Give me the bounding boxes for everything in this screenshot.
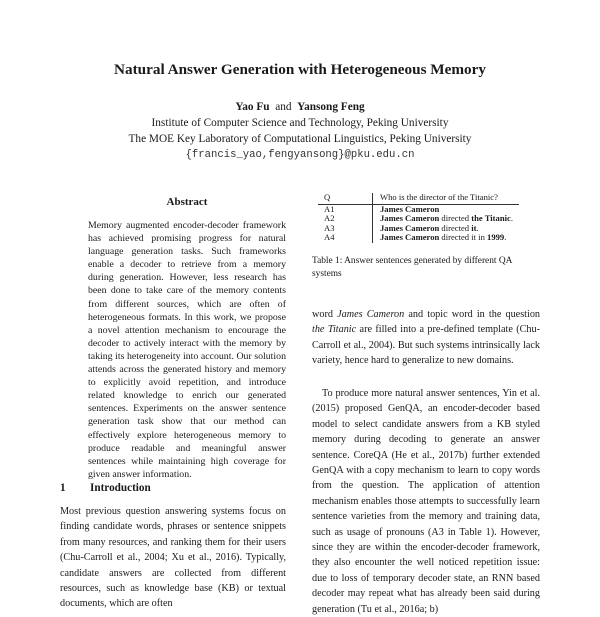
row-label: A2	[318, 214, 373, 224]
text-run: are filled into a pre-defined template (Chu-Carroll et al., 2004). But such systems intrinsically lack variety, hence hard to generalize to new domains.	[312, 324, 540, 367]
text-span: directed	[439, 222, 472, 233]
table-1-caption: Table 1: Answer sentences generated by different QA systems	[312, 256, 512, 279]
paper-title: Natural Answer Generation with Heterogeneous Memory	[114, 61, 486, 78]
italic-term: the Titanic	[312, 324, 357, 336]
author-1: Yao Fu	[235, 101, 270, 113]
author-conjunction: and	[275, 101, 292, 113]
author-2: Yansong Feng	[297, 101, 365, 113]
text-span: directed it in	[439, 232, 488, 243]
section-title: Introduction	[90, 482, 151, 494]
table-row	[318, 233, 519, 243]
text-span: .	[510, 213, 513, 224]
author-block	[0, 99, 600, 163]
affiliation-1: Institute of Computer Science and Technology, Peking University	[151, 117, 449, 129]
italic-term: James Cameron	[337, 309, 405, 320]
row-sentence	[373, 233, 519, 243]
table-1	[318, 193, 519, 243]
row-label: A4	[318, 233, 373, 243]
text-run: word	[312, 309, 338, 320]
affiliation-2: The MOE Key Laboratory of Computational Linguistics, Peking University	[128, 133, 472, 145]
row-sentence	[373, 193, 519, 204]
right-column-paragraph-2: To produce more natural answer sentences, Yin et al. (2015) proposed GenQA, an encoder-decoder based model to select candidate answers from a KB styled memory during decoding to generate an answer sentence. CoreQA (He et al., 2017b) further extended GenQA with a copy mechanism to learn to copy words from the question. The application of attention mechanism enables those attempts to successfully learn sentence varieties from the memory and training data, such as usage of pronouns (A3 in Table 1). However, since they are within the encoder-decoder framework, they also encounter the well noticed repetition issue: due to loss of temporary decoder state, an RNN based decoder may repeat what has already been said during generation (Tu et al., 2016a; b)	[312, 388, 540, 615]
abstract-heading: Abstract	[166, 196, 208, 208]
row-label: A1	[318, 204, 373, 214]
bold-span: James Cameron	[380, 213, 440, 224]
table-header-row	[318, 193, 519, 204]
right-column-paragraph-1	[312, 307, 540, 369]
row-label: A3	[318, 224, 373, 234]
section-number: 1	[60, 482, 66, 494]
bold-span: James Cameron	[380, 222, 440, 233]
bold-span: James Cameron	[380, 232, 440, 243]
text-span: directed	[439, 213, 472, 224]
text-span: .	[504, 232, 507, 243]
bold-span: it	[471, 222, 477, 233]
bold-span: the Titanic	[471, 213, 511, 224]
bold-span: James Cameron	[380, 203, 440, 214]
section-heading-introduction	[60, 482, 151, 494]
bold-span: 1999	[487, 232, 505, 243]
author-names	[0, 99, 600, 115]
row-label: Q	[318, 193, 373, 204]
text-run: and topic word in the question	[404, 309, 541, 320]
text-span: Who is the director of the Titanic?	[380, 192, 498, 202]
abstract-text: Memory augmented encoder-decoder framework has achieved promising progress for natural language generation tasks. Such frameworks enable a decoder to retrieve from a memory during generation. However, less research has been done to take care of the memory contents from different sources, which are often of heterogeneous formats. In this work, we propose a novel attention mechanism to encourage the decoder to actively interact with the memory by taking its heterogeneity into account. Our solution attends across the generated history and memory to explicitly avoid repetition, and introduce related knowledge to enrich our generated sentences. Experiments on the answer sentence generation task show that our method can effectively explore heterogeneous memory to produce readable and meaningful answer sentences while maintaining high coverage for given answer information.	[88, 220, 286, 480]
introduction-paragraph: Most previous question answering systems focus on finding candidate words, phrases or sentence snippets from many resources, and ranking them for their users (Chu-Carroll et al., 2004; Xu et al., 2016). Typically, candidate answers are collected from different resources, such as knowledge base (KB) or textual documents, which are often	[60, 506, 286, 610]
text-span: .	[476, 222, 479, 233]
author-email: {francis_yao,fengyansong}@pku.edu.cn	[185, 149, 415, 161]
